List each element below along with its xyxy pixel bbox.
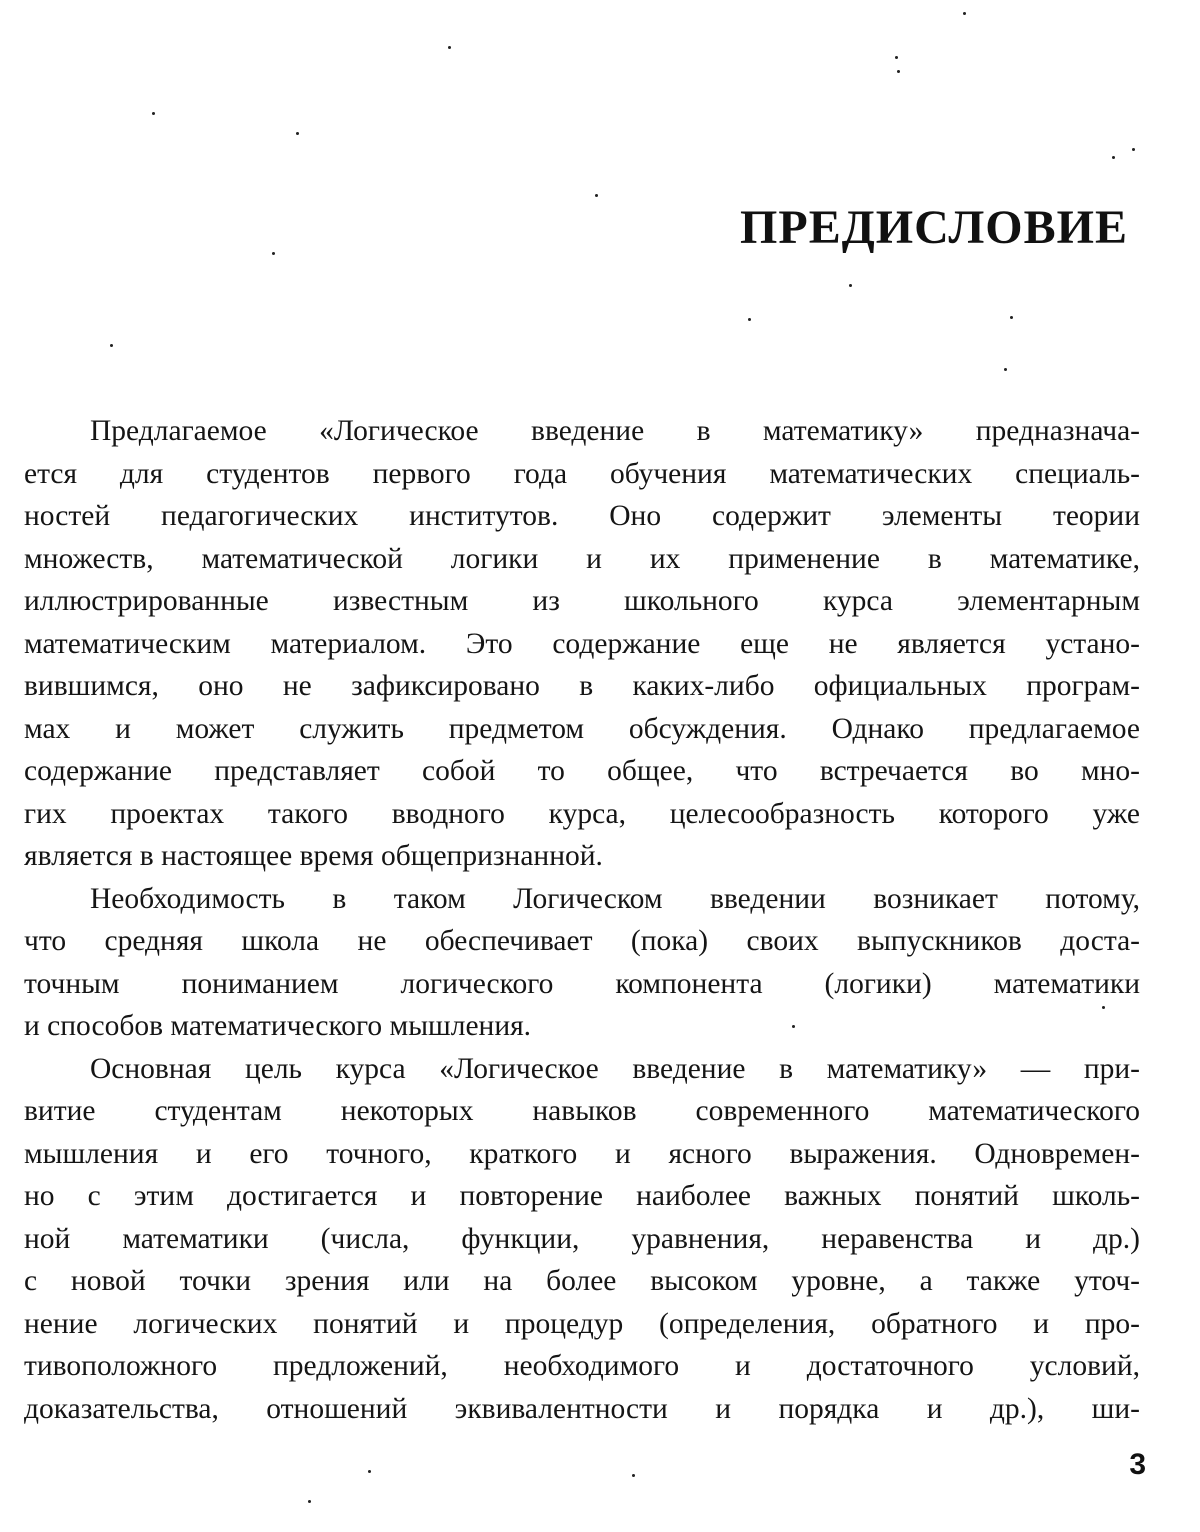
- scan-speck: [152, 112, 155, 115]
- text-line: содержание представляет собой то общее, что встречается во мно-: [24, 755, 1140, 787]
- text-line: что средняя школа не обеспечивает (пока) своих выпускников доста-: [24, 925, 1140, 957]
- scan-speck: [110, 344, 113, 347]
- text-line: Предлагаемое «Логическое введение в математику» предназнача-: [90, 415, 1140, 447]
- text-line: иллюстрированные известным из школьного курса элементарным: [24, 585, 1140, 617]
- scan-speck: [897, 70, 900, 73]
- paragraph-1: [24, 410, 1140, 878]
- text-line: ностей педагогических институтов. Оно содержит элементы теории: [24, 500, 1140, 532]
- scan-speck: [448, 46, 451, 49]
- scan-speck: [1112, 156, 1115, 159]
- text-line: множеств, математической логики и их применение в математике,: [24, 542, 1140, 575]
- text-line: математическим материалом. Это содержание еще не является устано-: [24, 627, 1140, 660]
- text-line: гих проектах такого вводного курса, целесообразность которого уже: [24, 797, 1140, 830]
- text-line: тивоположного предложений, необходимого и достаточного условий,: [24, 1350, 1140, 1382]
- page-heading: ПРЕДИСЛОВИЕ: [740, 201, 1128, 254]
- text-line: Основная цель курса «Логическое введение в математику» — при-: [90, 1052, 1140, 1085]
- body-text: [24, 410, 1140, 1430]
- text-line: доказательства, отношений эквивалентности и порядка и др.), ши-: [24, 1392, 1140, 1425]
- text-line: витие студентам некоторых навыков современного математического: [24, 1095, 1140, 1127]
- scan-speck: [1004, 368, 1007, 371]
- text-line: но с этим достигается и повторение наиболее важных понятий школь-: [24, 1180, 1140, 1212]
- scan-speck: [632, 1474, 635, 1477]
- text-line: мах и может служить предметом обсуждения. Однако предлагаемое: [24, 712, 1140, 745]
- scan-speck: [849, 284, 852, 287]
- text-line: ной математики (числа, функции, уравнения, неравенства и др.): [24, 1222, 1140, 1255]
- scan-speck: [296, 132, 299, 135]
- scan-speck: [1010, 316, 1013, 319]
- scan-speck: [748, 318, 751, 321]
- scan-speck: [895, 56, 898, 59]
- paragraph-3: [24, 1048, 1140, 1431]
- scan-speck: [963, 12, 966, 15]
- text-line: с новой точки зрения или на более высоком уровне, а также уточ-: [24, 1265, 1140, 1297]
- scan-speck: [595, 194, 598, 197]
- text-line: является в настоящее время общепризнанной.: [24, 840, 603, 872]
- scan-speck: [1132, 148, 1135, 151]
- text-line: мышления и его точного, краткого и ясного выражения. Одновремен-: [24, 1137, 1140, 1170]
- text-line: и способов математического мышления.: [24, 1010, 532, 1042]
- scan-speck: [308, 1500, 311, 1503]
- paragraph-2: [24, 878, 1140, 1048]
- text-line: вившимся, оно не зафиксировано в каких-либо официальных програм-: [24, 670, 1140, 702]
- text-line: нение логических понятий и процедур (определения, обратного и про-: [24, 1307, 1140, 1340]
- page-number: 3: [1129, 1448, 1146, 1481]
- text-line: точным пониманием логического компонента (логики) математики: [24, 967, 1140, 1000]
- scan-speck: [272, 252, 275, 255]
- text-line: ется для студентов первого года обучения математических специаль-: [24, 457, 1140, 490]
- text-line: Необходимость в таком Логическом введении возникает потому,: [90, 882, 1140, 915]
- scan-speck: [368, 1470, 371, 1473]
